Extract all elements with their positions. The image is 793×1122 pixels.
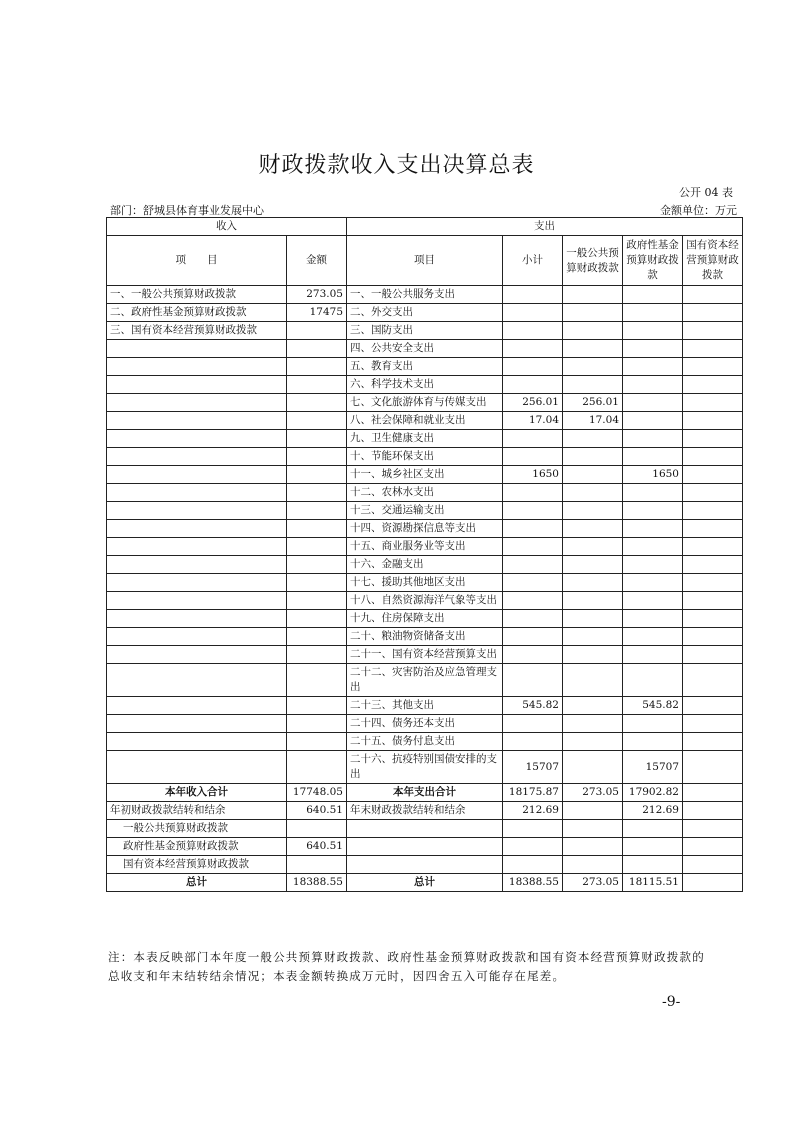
expense-capital [683,358,743,376]
expense-general [563,664,623,697]
expense-general [563,358,623,376]
table-row [107,304,743,322]
income-item [107,376,287,394]
state-capital-header: 国有资本经营预算财政拨款 [683,236,743,286]
expense-capital [683,697,743,715]
table-row [107,376,743,394]
year-expense-general: 273.05 [563,784,623,802]
page-number: -9- [662,994,681,1010]
income-item [107,697,287,715]
income-item [107,556,287,574]
income-item [107,466,287,484]
year-expense-subtotal: 18175.87 [503,784,563,802]
income-item: 三、国有资本经营预算财政拨款 [107,322,287,340]
general-budget-header: 一般公共预算财政拨款 [563,236,623,286]
income-amount [287,628,347,646]
income-item [107,484,287,502]
expense-item: 二十二、灾害防治及应急管理支出 [347,664,503,697]
expense-item: 十七、援助其他地区支出 [347,574,503,592]
expense-capital [683,646,743,664]
expense-item: 十八、自然资源海洋气象等支出 [347,592,503,610]
expense-subtotal [503,430,563,448]
income-amount [287,610,347,628]
income-amount [287,646,347,664]
begin-fund-label: 政府性基金预算财政拨款 [107,838,287,856]
table-row [107,751,743,784]
expense-item: 十五、商业服务业等支出 [347,538,503,556]
income-item [107,538,287,556]
table-row [107,697,743,715]
expense-item: 九、卫生健康支出 [347,430,503,448]
unit-label: 金额单位：万元 [660,204,737,217]
expense-fund [623,733,683,751]
income-amount [287,520,347,538]
table-row [107,412,743,430]
expense-subtotal [503,538,563,556]
expense-item: 十四、资源勘探信息等支出 [347,520,503,538]
expense-capital [683,610,743,628]
expense-subtotal [503,628,563,646]
income-amount [287,376,347,394]
begin-carryover-label: 年初财政拨款结转和结余 [107,802,287,820]
grand-total-capital [683,874,743,892]
income-header: 收入 [107,218,347,236]
begin-carryover-value: 640.51 [287,802,347,820]
income-item [107,412,287,430]
income-amount [287,322,347,340]
expense-item: 十一、城乡社区支出 [347,466,503,484]
year-total-row [107,784,743,802]
grand-total-subtotal: 18388.55 [503,874,563,892]
expense-subtotal [503,448,563,466]
expense-fund [623,376,683,394]
expense-item: 二十四、债务还本支出 [347,715,503,733]
footnote: 注：本表反映部门本年度一般公共预算财政拨款、政府性基金预算财政拨款和国有资本经营预算财政拨款的总收支和年末结转结余情况；本表金额转换成万元时，因四舍五入可能存在尾差。 [108,950,705,983]
income-amount [287,430,347,448]
table-row [107,715,743,733]
expense-fund [623,538,683,556]
expense-capital [683,286,743,304]
table-row [107,430,743,448]
expense-general [563,538,623,556]
expense-fund [623,574,683,592]
expense-subtotal [503,304,563,322]
grand-total-general: 273.05 [563,874,623,892]
table-row [107,358,743,376]
expense-subtotal: 256.01 [503,394,563,412]
expense-fund [623,502,683,520]
expense-capital [683,322,743,340]
table-row [107,628,743,646]
income-item [107,340,287,358]
expense-item: 十六、金融支出 [347,556,503,574]
expense-capital [683,751,743,784]
expense-item: 十、节能环保支出 [347,448,503,466]
year-expense-label: 本年支出合计 [347,784,503,802]
grand-total-income-label: 总计 [107,874,287,892]
expense-capital [683,484,743,502]
grand-total-income: 18388.55 [287,874,347,892]
income-amount [287,538,347,556]
income-item [107,430,287,448]
expense-general [563,376,623,394]
expense-fund [623,610,683,628]
expense-capital [683,520,743,538]
table-row [107,466,743,484]
expense-item: 六、科学技术支出 [347,376,503,394]
expense-general [563,610,623,628]
expense-item: 十三、交通运输支出 [347,502,503,520]
expense-general: 17.04 [563,412,623,430]
expense-fund [623,664,683,697]
expense-subtotal [503,715,563,733]
income-item [107,715,287,733]
begin-fund-value: 640.51 [287,838,347,856]
expense-item: 二十五、债务付息支出 [347,733,503,751]
expense-header: 支出 [347,218,743,236]
expense-item: 一、一般公共服务支出 [347,286,503,304]
income-item [107,610,287,628]
expense-capital [683,733,743,751]
table-row [107,574,743,592]
expense-fund [623,394,683,412]
expense-fund: 1650 [623,466,683,484]
table-row [107,520,743,538]
expense-subtotal [503,502,563,520]
end-carryover-label: 年末财政拨款结转和结余 [347,802,503,820]
income-amount: 17475 [287,304,347,322]
column-header-row [107,236,743,286]
income-item [107,448,287,466]
expense-general [563,502,623,520]
table-row [107,664,743,697]
expense-fund [623,484,683,502]
income-item [107,358,287,376]
expense-item: 二十六、抗疫特别国债安排的支出 [347,751,503,784]
table-row [107,286,743,304]
amount-header: 金额 [287,236,347,286]
expense-general [563,322,623,340]
expense-general [563,430,623,448]
expense-general [563,574,623,592]
expense-general [563,466,623,484]
income-amount [287,502,347,520]
table-row [107,610,743,628]
expense-general [563,304,623,322]
expense-general [563,733,623,751]
expense-subtotal [503,358,563,376]
expense-general: 256.01 [563,394,623,412]
table-row [107,322,743,340]
income-item-header: 项 目 [107,236,287,286]
grand-total-row [107,874,743,892]
expense-subtotal [503,340,563,358]
expense-subtotal: 17.04 [503,412,563,430]
table-row [107,733,743,751]
expense-item: 十九、住房保障支出 [347,610,503,628]
income-item [107,592,287,610]
income-item [107,628,287,646]
expense-capital [683,430,743,448]
expense-item: 二十三、其他支出 [347,697,503,715]
begin-general-label: 一般公共预算财政拨款 [107,820,287,838]
expense-capital [683,502,743,520]
expense-subtotal: 1650 [503,466,563,484]
expense-subtotal [503,592,563,610]
expense-capital [683,304,743,322]
expense-fund [623,592,683,610]
expense-fund [623,340,683,358]
expense-item: 二、外交支出 [347,304,503,322]
income-amount [287,466,347,484]
expense-capital [683,376,743,394]
table-row [107,592,743,610]
expense-fund [623,286,683,304]
year-expense-capital [683,784,743,802]
expense-fund [623,448,683,466]
expense-general [563,646,623,664]
year-income-label: 本年收入合计 [107,784,287,802]
income-amount [287,448,347,466]
expense-subtotal [503,376,563,394]
section-header-row [107,218,743,236]
expense-fund [623,322,683,340]
expense-subtotal: 545.82 [503,697,563,715]
expense-item: 五、教育支出 [347,358,503,376]
end-carryover-fund: 212.69 [623,802,683,820]
table-row [107,538,743,556]
expense-general [563,484,623,502]
carryover-row [107,802,743,820]
table-row [107,340,743,358]
table-row [107,646,743,664]
expense-capital [683,538,743,556]
year-income-value: 17748.05 [287,784,347,802]
income-amount [287,664,347,697]
expense-subtotal [503,286,563,304]
grand-total-fund: 18115.51 [623,874,683,892]
expense-item: 二十一、国有资本经营预算支出 [347,646,503,664]
income-amount [287,394,347,412]
expense-subtotal [503,484,563,502]
expense-subtotal [503,322,563,340]
year-expense-fund: 17902.82 [623,784,683,802]
expense-capital [683,412,743,430]
income-amount [287,592,347,610]
expense-fund: 545.82 [623,697,683,715]
expense-general [563,715,623,733]
fiscal-summary-table [106,217,743,892]
begin-capital-value [287,856,347,874]
end-carryover-subtotal: 212.69 [503,802,563,820]
income-amount: 273.05 [287,286,347,304]
begin-capital-row [107,856,743,874]
expense-capital [683,592,743,610]
expense-fund [623,412,683,430]
income-item [107,574,287,592]
expense-item-header: 项目 [347,236,503,286]
expense-capital [683,448,743,466]
expense-fund [623,358,683,376]
expense-general [563,556,623,574]
begin-fund-row [107,838,743,856]
table-row [107,556,743,574]
expense-subtotal [503,610,563,628]
expense-fund [623,430,683,448]
expense-capital [683,340,743,358]
expense-general [563,286,623,304]
income-item [107,751,287,784]
expense-subtotal: 15707 [503,751,563,784]
subtotal-header: 小计 [503,236,563,286]
table-row [107,484,743,502]
expense-fund [623,646,683,664]
income-item [107,646,287,664]
income-amount [287,715,347,733]
income-amount [287,751,347,784]
income-amount [287,358,347,376]
income-amount [287,556,347,574]
expense-general [563,448,623,466]
income-amount [287,484,347,502]
income-amount [287,340,347,358]
income-item [107,664,287,697]
expense-item: 三、国防支出 [347,322,503,340]
expense-general [563,340,623,358]
expense-subtotal [503,664,563,697]
expense-fund [623,520,683,538]
form-code: 公开 04 表 [679,186,733,199]
expense-item: 十二、农林水支出 [347,484,503,502]
table-body [107,286,743,784]
expense-subtotal [503,574,563,592]
table-row [107,448,743,466]
expense-fund [623,556,683,574]
income-amount [287,697,347,715]
expense-subtotal [503,646,563,664]
expense-fund [623,715,683,733]
income-amount [287,733,347,751]
expense-capital [683,394,743,412]
begin-general-row [107,820,743,838]
income-amount [287,574,347,592]
expense-general [563,592,623,610]
expense-general [563,520,623,538]
expense-item: 七、文化旅游体育与传媒支出 [347,394,503,412]
begin-capital-label: 国有资本经营预算财政拨款 [107,856,287,874]
department-label: 部门：舒城县体育事业发展中心 [110,204,264,217]
table-totals [107,784,743,892]
fund-budget-header: 政府性基金预算财政拨款 [623,236,683,286]
grand-total-expense-label: 总计 [347,874,503,892]
expense-capital [683,466,743,484]
income-item: 一、一般公共预算财政拨款 [107,286,287,304]
expense-fund [623,628,683,646]
end-carryover-general [563,802,623,820]
table-row [107,502,743,520]
expense-subtotal [503,556,563,574]
expense-capital [683,628,743,646]
end-carryover-capital [683,802,743,820]
expense-capital [683,664,743,697]
expense-capital [683,574,743,592]
expense-fund: 15707 [623,751,683,784]
table-row [107,394,743,412]
expense-general [563,628,623,646]
income-item [107,520,287,538]
expense-subtotal [503,733,563,751]
income-item [107,733,287,751]
expense-capital [683,556,743,574]
expense-subtotal [503,520,563,538]
expense-item: 四、公共安全支出 [347,340,503,358]
expense-general [563,751,623,784]
expense-capital [683,715,743,733]
expense-general [563,697,623,715]
expense-fund [623,304,683,322]
expense-item: 八、社会保障和就业支出 [347,412,503,430]
expense-item: 二十、粮油物资储备支出 [347,628,503,646]
income-item [107,502,287,520]
begin-general-value [287,820,347,838]
income-item [107,394,287,412]
income-item: 二、政府性基金预算财政拨款 [107,304,287,322]
page-title: 财政拨款收入支出决算总表 [258,153,535,178]
income-amount [287,412,347,430]
